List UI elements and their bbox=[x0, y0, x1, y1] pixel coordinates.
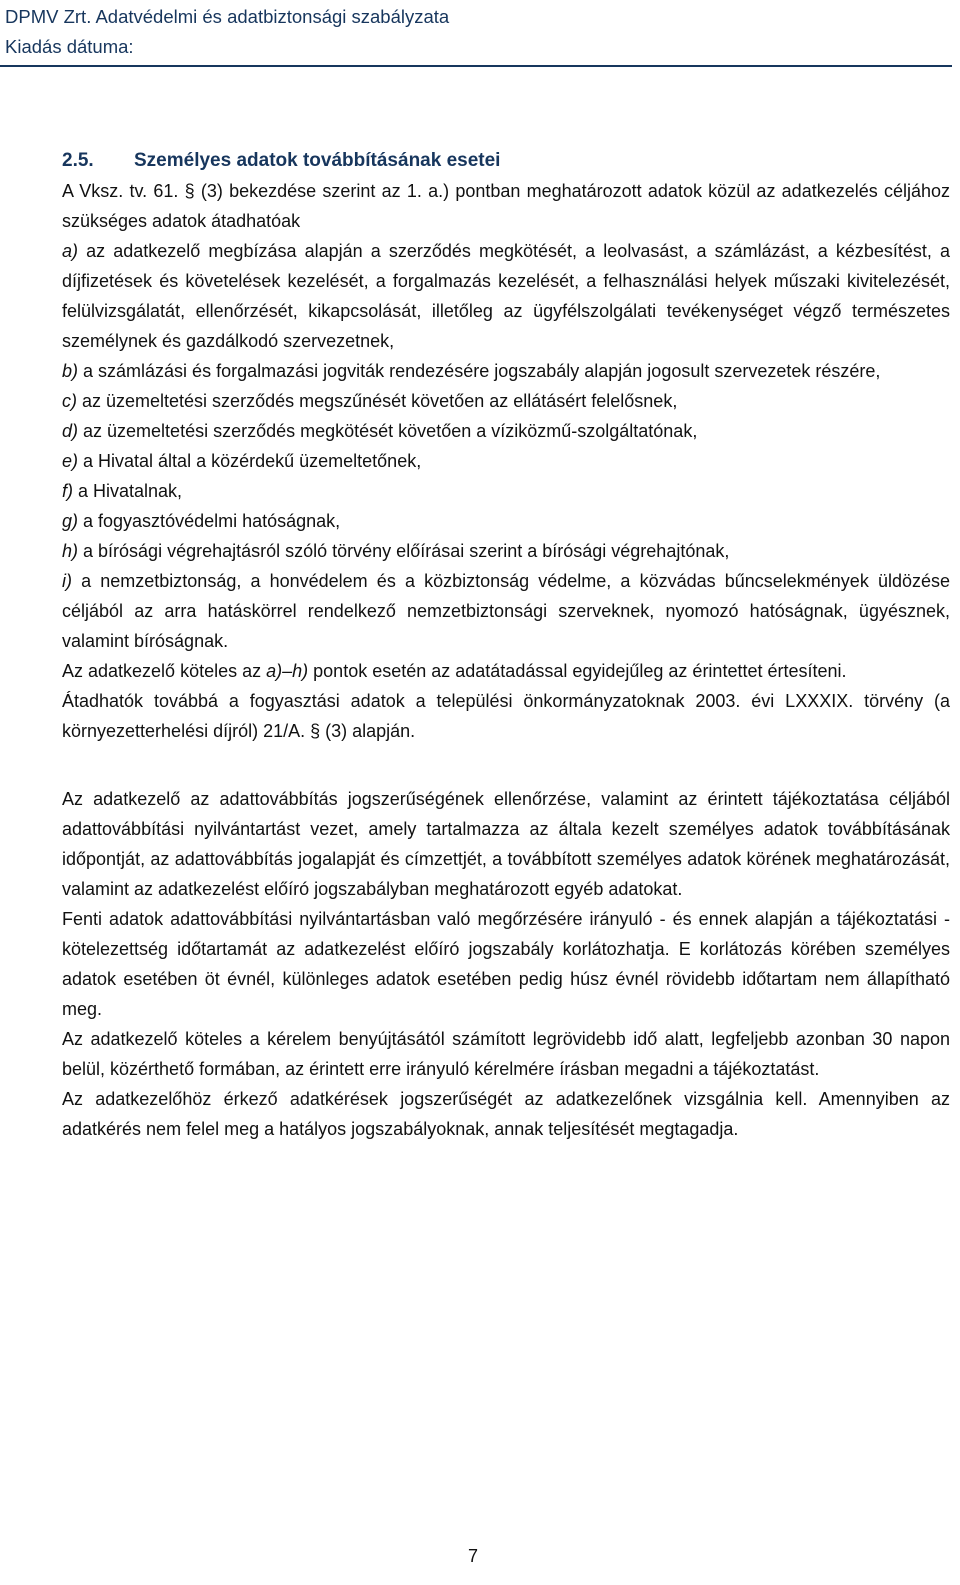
local-government-paragraph: Átadhatók továbbá a fogyasztási adatok a települési önkormányzatoknak 2003. évi LXXXIX. törvény (a környezetterhelési díjról) 21/A. § (3) alapján. bbox=[62, 691, 950, 741]
list-item-text: a bírósági végrehajtásról szóló törvény előírásai szerint a bírósági végrehajtónak, bbox=[78, 541, 730, 561]
list-item-marker: g) bbox=[62, 511, 79, 531]
page-number: 7 bbox=[468, 1546, 479, 1566]
list-item bbox=[62, 476, 950, 506]
list-item-text: az üzemeltetési szerződés megkötését követően a víziközmű-szolgáltatónak, bbox=[78, 421, 698, 441]
list-item bbox=[62, 356, 950, 386]
list-item-marker: d) bbox=[62, 421, 79, 441]
section-title: Személyes adatok továbbításának esetei bbox=[134, 150, 501, 171]
list-item-text: a fogyasztóvédelmi hatóságnak, bbox=[78, 511, 341, 531]
notify-reference: a)–h) bbox=[266, 661, 309, 681]
list-item-text: az adatkezelő megbízása alapján a szerződés megkötését, a leolvasást, a számlázást, a kézbesítést, a díjfizetések és követelések kezelését, a forgalmazás kezelését, a felhasználási helyek műszaki kivitelezését, felülvizsgálatát, ellenőrzését, kikapcsolását, illetőleg az ügyfélszolgálati tevékenységet végző természetes személynek és gazdálkodó szervezetnek, bbox=[62, 241, 950, 351]
body-paragraph: Fenti adatok adattovábbítási nyilvántartásban való megőrzésére irányuló - és ennek alapján a tájékoztatási - kötelezettség időtartamát az adatkezelést előíró jogszabály korlátozhatja. E korlátozás körében személyes adatok esetében öt évnél, különleges adatok esetében pedig húsz évnél rövidebb időtartam nem állapítható meg. bbox=[62, 909, 950, 1019]
document-header bbox=[5, 2, 449, 62]
paragraph-gap bbox=[62, 746, 950, 784]
list-item bbox=[62, 416, 950, 446]
section-lead: A Vksz. tv. 61. § (3) bekezdése szerint az 1. a.) pontban meghatározott adatok közül az adatkezelés céljához szükséges adatok átadhatóak bbox=[62, 181, 950, 231]
list-item bbox=[62, 446, 950, 476]
list-item-text: a nemzetbiztonság, a honvédelem és a közbiztonság védelme, a közvádas bűncselekmények üldözése céljából az arra hatáskörrel rendelkező nemzetbiztonsági szerveknek, nyomozó hatóságnak, ügyésznek, valamint bíróságnak. bbox=[62, 571, 950, 651]
list-item-text: az üzemeltetési szerződés megszűnését követően az ellátásért felelősnek, bbox=[77, 391, 678, 411]
list-item-text: a számlázási és forgalmazási jogviták rendezésére jogszabály alapján jogosult szervezetek részére, bbox=[78, 361, 881, 381]
body-paragraph: Az adatkezelő az adattovábbítás jogszerűségének ellenőrzése, valamint az érintett tájékoztatása céljából adattovábbítási nyilvántartást vezet, amely tartalmazza az általa kezelt személyes adatok továbbításának időpontját, az adattovábbítás jogalapját és címzettjét, a továbbított személyes adatok körének meghatározását, valamint az adatkezelést előíró jogszabályban meghatározott egyéb adatokat. bbox=[62, 789, 950, 899]
document-title: DPMV Zrt. Adatvédelmi és adatbiztonsági szabályzata bbox=[5, 6, 450, 27]
list-item-marker: f) bbox=[62, 481, 73, 501]
list-item-marker: b) bbox=[62, 361, 79, 381]
body-paragraphs bbox=[62, 784, 950, 1144]
list-item-marker: a) bbox=[62, 241, 79, 261]
list-item-text: a Hivatalnak, bbox=[73, 481, 183, 501]
header-divider bbox=[0, 65, 952, 67]
section-2-5 bbox=[62, 146, 950, 1144]
list-item-marker: e) bbox=[62, 451, 79, 471]
list-item-marker: i) bbox=[62, 571, 72, 591]
list-item bbox=[62, 566, 950, 656]
list-item-marker: h) bbox=[62, 541, 79, 561]
list-item bbox=[62, 386, 950, 416]
notify-paragraph bbox=[62, 656, 950, 686]
list-item bbox=[62, 506, 950, 536]
issue-date-label: Kiadás dátuma: bbox=[5, 36, 134, 57]
recipient-list bbox=[62, 236, 950, 656]
body-paragraph: Az adatkezelőhöz érkező adatkérések jogszerűségét az adatkezelőnek vizsgálnia kell. Amennyiben az adatkérés nem felel meg a hatályos jogszabályoknak, annak teljesítését megtagadja. bbox=[62, 1089, 950, 1139]
section-heading bbox=[62, 146, 950, 176]
notify-text-before: Az adatkezelő köteles az bbox=[62, 661, 267, 681]
list-item-text: a Hivatal által a közérdekű üzemeltetőnek, bbox=[78, 451, 422, 471]
notify-text-after: pontok esetén az adatátadással egyidejűleg az érintettet értesíteni. bbox=[308, 661, 847, 681]
list-item bbox=[62, 536, 950, 566]
list-item bbox=[62, 236, 950, 356]
list-item-marker: c) bbox=[62, 391, 77, 411]
body-paragraph: Az adatkezelő köteles a kérelem benyújtásától számított legrövidebb idő alatt, legfeljebb azonban 30 napon belül, közérthető formában, az érintett erre irányuló kérelmére írásban megadni a tájékoztatást. bbox=[62, 1029, 950, 1079]
section-number: 2.5. bbox=[62, 150, 94, 171]
